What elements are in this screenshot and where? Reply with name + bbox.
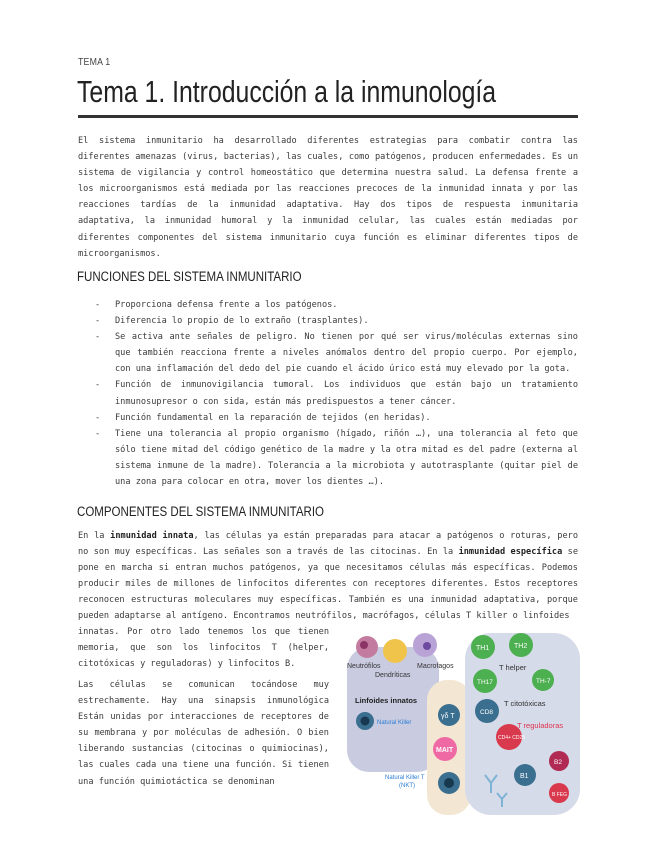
list-item-text: Diferencia lo propio de lo extraño (trasplantes). bbox=[115, 316, 369, 327]
bullet-marker: - bbox=[95, 412, 101, 423]
list-item-text: Proporciona defensa frente a los patógenos. bbox=[115, 300, 338, 310]
list-item bbox=[78, 297, 578, 313]
dendritic-cell bbox=[383, 639, 407, 663]
components-paragraph-continued: innatas. Por otro lado tenemos los que tienen memoria, que son los linfocitos T (helper, citotóxicas y reguladoras) y linfocitos B. bbox=[78, 627, 329, 670]
functions-list bbox=[78, 297, 578, 490]
functions-heading: FUNCIONES DEL SISTEMA INMUNITARIO bbox=[77, 269, 302, 284]
label-b-feg: B FEG bbox=[552, 792, 568, 798]
list-item-text: Se activa ante señales de peligro. No tienen por qué ser virus/moléculas externas sino que también reacciona frente a niveles anómalos dentro del propio cuerpo. Por ejemplo, con una inflamación del dedo del pie cuando el ácido úrico está muy elevado por la gota. bbox=[115, 332, 578, 375]
list-item bbox=[78, 313, 578, 329]
label-macrophages: Macrofagos bbox=[417, 663, 454, 670]
immune-cells-diagram bbox=[337, 625, 582, 817]
components-heading: COMPONENTES DEL SISTEMA INMUNITARIO bbox=[77, 504, 324, 519]
macrophage-nucleus bbox=[423, 642, 431, 650]
communication-paragraph: Las células se comunican tocándose muy estrechamente. Hay una sinapsis inmunológica Están unidas por interacciones de receptores de su membrana y por moléculas de adhesión. O bien liberando sustancias (citocinas o quimiocinas), las cuales cada una tiene una función. Si tienen una función quimiotáctica se denominan bbox=[78, 680, 329, 787]
list-item bbox=[78, 377, 578, 409]
immune-cells-figure bbox=[337, 625, 582, 817]
natural-killer-nucleus bbox=[361, 717, 370, 726]
label-b1: B1 bbox=[520, 773, 529, 780]
text-run: se pone en marcha si entran muchos patógenos, ya que necesitamos células más específicas. Podemos producir miles de millones de linfocitos diferentes con receptores diferentes. Estos receptores reconocen estructuras moleculares muy específicas. También es una inmunidad adaptativa, porque pueden adaptarse al antígeno. Encontramos neutrófilos, macrófagos, células T killer o linfoides bbox=[78, 547, 578, 622]
components-paragraph bbox=[78, 528, 578, 625]
list-item bbox=[78, 329, 578, 377]
intro-paragraph: El sistema inmunitario ha desarrollado diferentes estrategias para combatir contra las diferentes amenazas (virus, bacterias), las cuales, como patógenos, producen enfermedades. Es un sistema de vigilancia y control homeostático que determina nuestra salud. La defensa frente a los microorganismos está mediada por las reacciones precoces de la inmunidad innata y por las reacciones tardías de la inmunidad adaptativa. Hay dos tipos de respuesta inmunitaria adaptativa, la inmunidad humoral y la inmunidad celular, las cuales están mediadas por diferentes componentes del sistema inmunitario cuya función es eliminar diferentes tipos de microorganismos. bbox=[78, 136, 578, 259]
label-natural-killer: Natural Killer bbox=[377, 720, 412, 726]
label-t-regulatory: T reguladoras bbox=[517, 721, 564, 730]
bullet-marker: - bbox=[95, 380, 101, 391]
chapter-tag: TEMA 1 bbox=[78, 57, 111, 68]
label-t-helper: T helper bbox=[499, 663, 527, 672]
title-divider bbox=[78, 115, 578, 118]
list-item bbox=[78, 426, 578, 490]
label-treg-cell: CD4+ CD25 bbox=[498, 735, 526, 741]
label-cd8: CD8 bbox=[480, 709, 494, 716]
list-item-text: Función de inmunovigilancia tumoral. Los individuos que están bajo un tratamiento inmunosupresor o con sida, están más predispuestos a tener cáncer. bbox=[115, 380, 578, 407]
text-run: , las células ya están preparadas para atacar a patógenos o roturas, pero no son muy específicas. Las señales son a través de las citocinas. En la bbox=[78, 531, 578, 558]
label-th-other: TH-7 bbox=[536, 678, 551, 685]
bullet-marker: - bbox=[95, 332, 101, 343]
label-b2: B2 bbox=[554, 759, 562, 766]
label-mait: MAIT bbox=[436, 747, 454, 754]
nkt-nucleus bbox=[444, 778, 454, 788]
bullet-marker: - bbox=[95, 428, 101, 439]
bold-term-specific: inmunidad específica bbox=[458, 547, 563, 558]
bullet-marker: - bbox=[95, 316, 101, 327]
bullet-marker: - bbox=[95, 300, 101, 310]
list-item bbox=[78, 410, 578, 426]
label-nkt: Natural Killer T bbox=[385, 775, 425, 781]
label-th1: TH1 bbox=[476, 645, 490, 652]
bold-term-innate: inmunidad innata bbox=[110, 531, 194, 541]
neutrophil-nucleus bbox=[360, 641, 368, 649]
text-run: En la bbox=[78, 531, 111, 541]
label-nkt-abbr: (NKT) bbox=[399, 783, 415, 789]
list-item-text: Tiene una tolerancia al propio organismo (hígado, riñón …), una tolerancia al feto que sólo tiene mitad del código genético de la madre y la otra mitad es del padre (externa al sistema inmune de la madre). Tolerancia a la microbiota y autotrasplante (quitar piel de una zona para colocar en otra, mover los dientes …). bbox=[115, 428, 578, 488]
label-th17: TH17 bbox=[477, 679, 493, 686]
label-th2: TH2 bbox=[514, 643, 528, 650]
page-title: Tema 1. Introducción a la inmunología bbox=[77, 74, 497, 109]
label-t-cytotoxic: T citotóxicas bbox=[504, 699, 546, 708]
label-neutrophils: Neutrófilos bbox=[347, 663, 381, 670]
label-dendritic: Dendríticas bbox=[375, 672, 411, 679]
list-item-text: Función fundamental en la reparación de tejidos (en heridas). bbox=[115, 412, 431, 423]
label-innate-lymphoid: Linfoides innatos bbox=[355, 696, 418, 705]
label-gd-t: γδ T bbox=[441, 713, 455, 720]
